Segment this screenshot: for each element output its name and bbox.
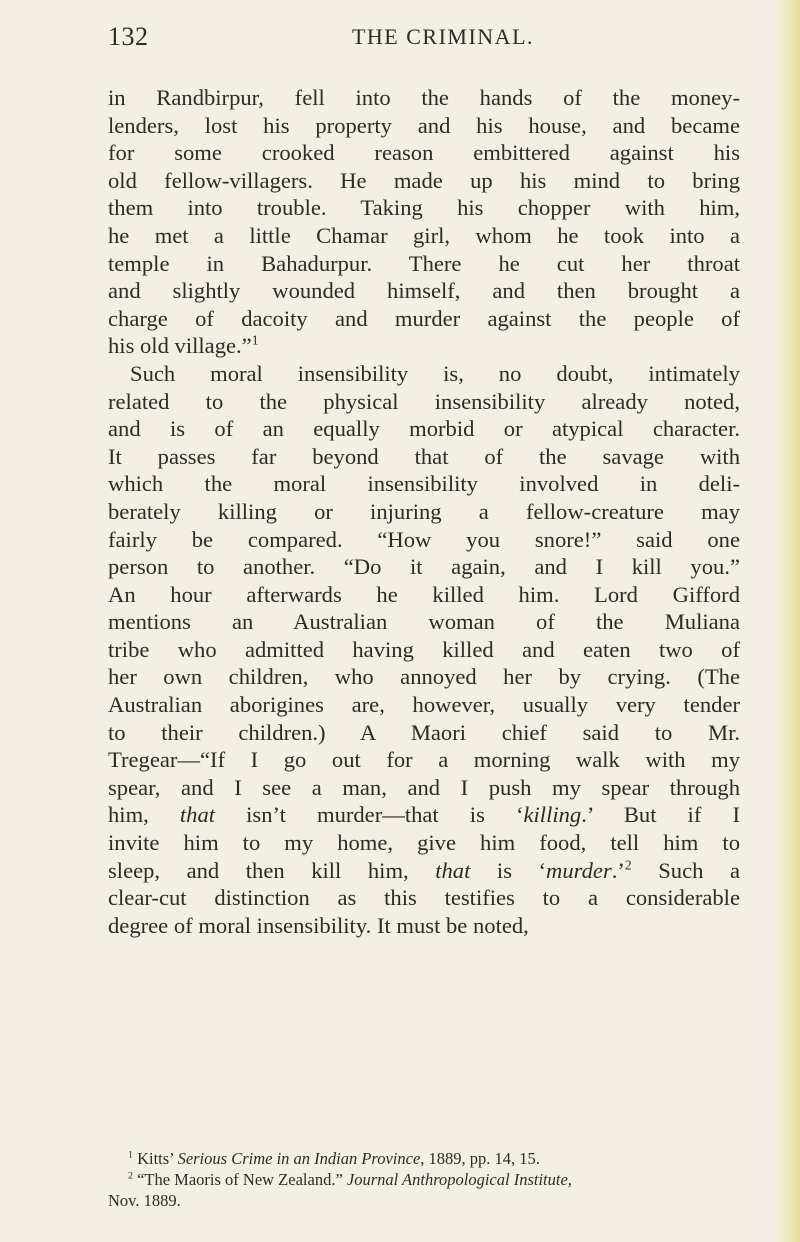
- text-line-mixed: [108, 801, 740, 829]
- page-header: [108, 22, 748, 62]
- text-line: Australian aborigines are, however, usually very tender: [108, 692, 740, 718]
- text-line: which the moral insensibility involved in deli-: [108, 471, 740, 497]
- page-edge-shading: [774, 0, 800, 1242]
- text-line: Such moral insensibility is, no doubt, intimately: [130, 360, 740, 386]
- text-line: invite him to my home, give him food, tell him to: [108, 830, 740, 856]
- footnote-1: [108, 1148, 748, 1169]
- text-line: and slightly wounded himself, and then brought a: [108, 278, 740, 304]
- text-line: degree of moral insensibility. It must be noted,: [108, 912, 529, 938]
- italic-murder: murder: [546, 857, 612, 883]
- footnote-2: [108, 1169, 748, 1190]
- footnote-author: Kitts’: [137, 1149, 178, 1168]
- text-line: old fellow-villagers. He made up his mind to bring: [108, 167, 740, 193]
- text-line: tribe who admitted having killed and eaten two of: [108, 636, 740, 662]
- text-line-mixed: [108, 857, 740, 885]
- text-segment: sleep, and then kill him,: [108, 857, 436, 883]
- text-line-with-ref: [108, 332, 740, 360]
- footnote-2-date: Nov. 1889.: [108, 1191, 181, 1210]
- footnote-ref: 1: [251, 332, 259, 348]
- text-segment: .’ But if I: [581, 802, 740, 828]
- text-line: fairly be compared. “How you snore!” said one: [108, 526, 740, 552]
- text-line: lenders, lost his property and his house, and became: [108, 112, 740, 138]
- running-head: THE CRIMINAL.: [351, 24, 535, 49]
- footnote-journal: Journal Anthropological Institute,: [346, 1170, 572, 1189]
- footnote-ref: 2: [624, 857, 632, 873]
- text-line: An hour afterwards he killed him. Lord Gifford: [108, 581, 740, 607]
- body-text: [108, 84, 740, 939]
- text-line: berately killing or injuring a fellow-creature may: [108, 498, 740, 524]
- text-segment: is ‘: [470, 857, 547, 883]
- text-line: person to another. “Do it again, and I kill you.”: [108, 554, 740, 580]
- footnotes: [108, 1148, 748, 1211]
- footnote-mark: 1: [128, 1149, 133, 1161]
- footnote-text: “The Maoris of New Zealand.”: [132, 1170, 347, 1189]
- text-segment: him,: [108, 802, 180, 828]
- text-line: to their children.) A Maori chief said to Mr.: [108, 719, 740, 745]
- footnote-mark: 2: [128, 1170, 133, 1182]
- text-line: clear-cut distinction as this testifies to a considerable: [108, 885, 740, 911]
- text-line: his old village.”: [108, 333, 252, 359]
- text-line: charge of dacoity and murder against the people of: [108, 305, 740, 331]
- text-line: Tregear—“If I go out for a morning walk with my: [108, 747, 740, 773]
- text-line: and is of an equally morbid or atypical character.: [108, 416, 740, 442]
- text-segment: Such a: [631, 857, 740, 883]
- text-line: spear, and I see a man, and I push my spear through: [108, 774, 740, 800]
- text-line: temple in Bahadurpur. There he cut her throat: [108, 250, 740, 276]
- page-number: 132: [108, 22, 149, 51]
- text-line: he met a little Chamar girl, whom he took into a: [108, 222, 740, 248]
- text-line: her own children, who annoyed her by crying. (The: [108, 664, 740, 690]
- text-segment: isn’t murder—that is ‘: [215, 802, 524, 828]
- italic-that: that: [435, 857, 471, 883]
- italic-that: that: [179, 802, 216, 828]
- text-line: related to the physical insensibility already noted,: [108, 388, 740, 414]
- text-line: in Randbirpur, fell into the hands of the money-: [108, 85, 740, 110]
- text-line: for some crooked reason embittered against his: [108, 140, 740, 166]
- text-line: It passes far beyond that of the savage with: [108, 443, 740, 469]
- text-line: mentions an Australian woman of the Muliana: [108, 609, 740, 635]
- footnote-title: Serious Crime in an Indian Province: [177, 1149, 421, 1168]
- footnote-details: , 1889, pp. 14, 15.: [420, 1149, 540, 1168]
- italic-killing: killing: [523, 802, 582, 828]
- text-line: them into trouble. Taking his chopper with him,: [108, 195, 740, 221]
- text-segment: .’: [611, 857, 625, 883]
